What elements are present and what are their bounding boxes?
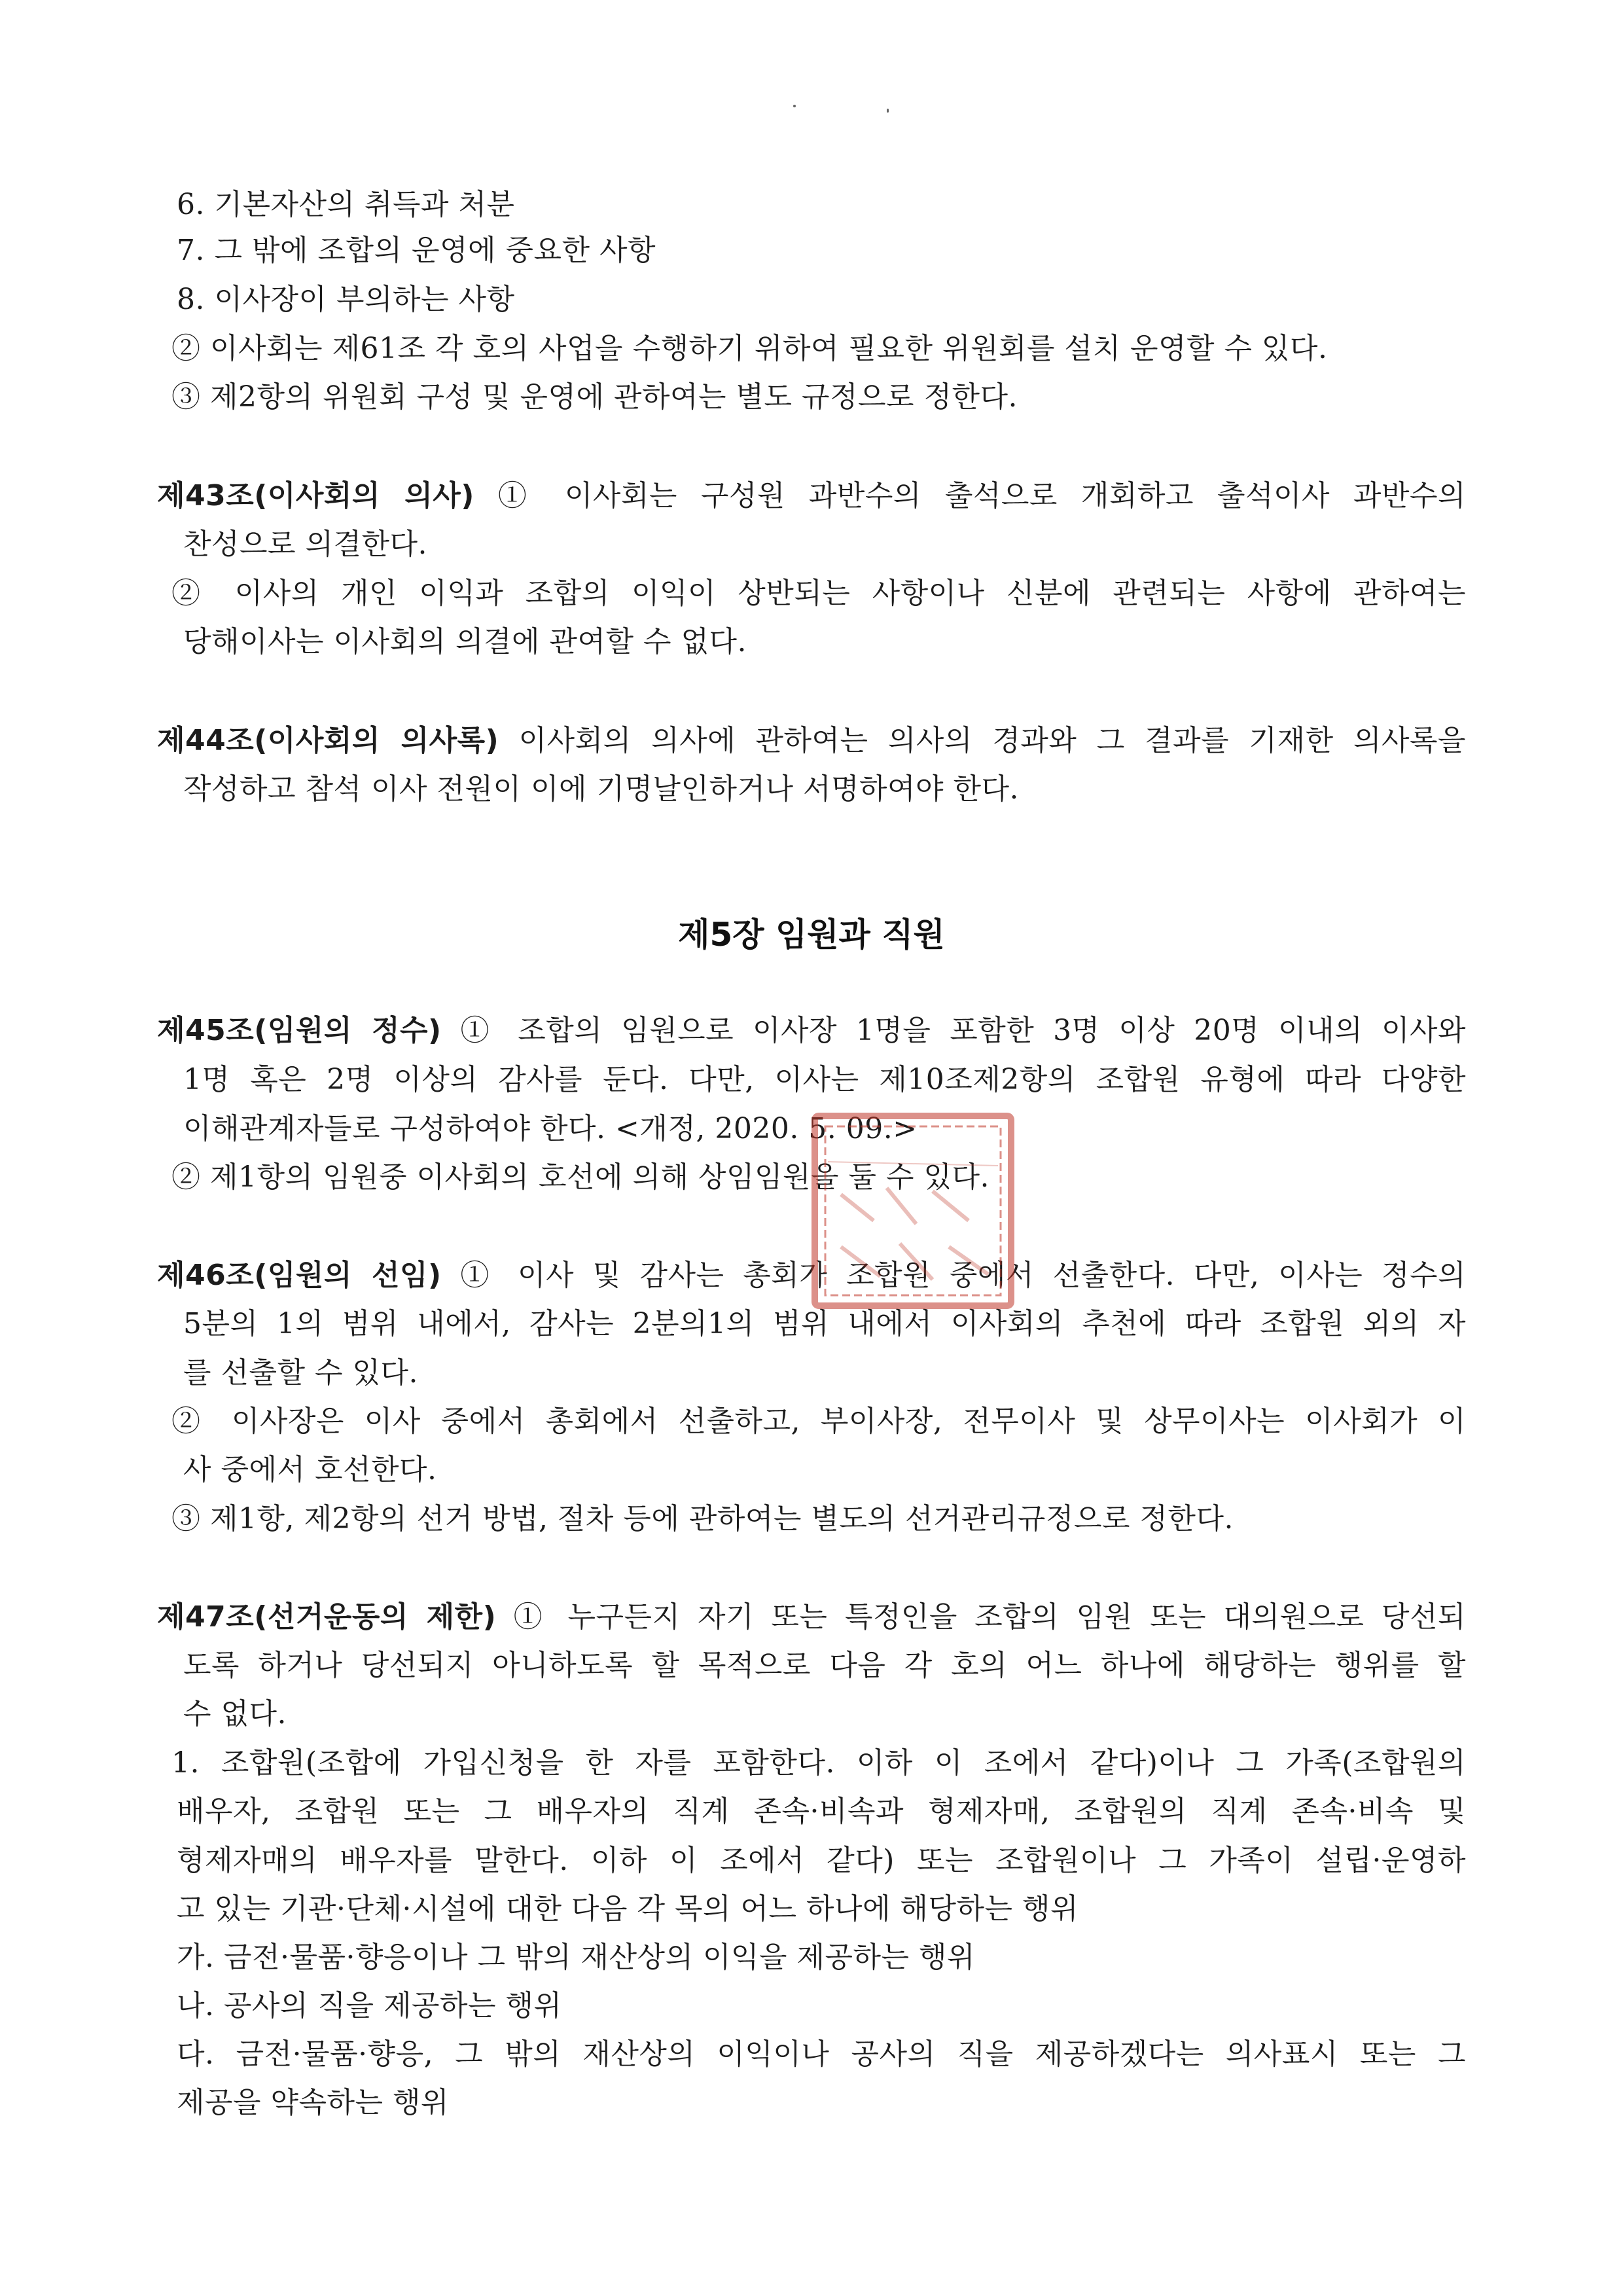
list-item-6: 6. 기본자산의 취득과 처분	[177, 188, 515, 221]
article-44-line-2: 작성하고 참석 이사 전원이 이에 기명날인하거나 서명하여야 한다.	[183, 772, 1019, 806]
article-42-para-3: ③ 제2항의 위원회 구성 및 운영에 관하여는 별도 규정으로 정한다.	[171, 380, 1018, 414]
article-47-text: ① 누구든지 자기 또는 특정인을 조합의 임원 또는 대의원으로 당선되	[513, 1600, 1466, 1634]
article-45-text: ① 조합의 임원으로 이사장 1명을 포함한 3명 이상 20명 이내의 이사와	[460, 1014, 1466, 1047]
article-46-line-3: 를 선출할 수 있다.	[183, 1356, 418, 1390]
article-47-item-1-line-1: 1. 조합원(조합에 가입신청을 한 자를 포함한다. 이하 이 조에서 같다)이나 그 가족(조합원의	[171, 1746, 1466, 1780]
article-46-para-2-line-2: 사 중에서 호선한다.	[183, 1453, 437, 1486]
article-45-line-2: 1명 혹은 2명 이상의 감사를 둔다. 다만, 이사는 제10조제2항의 조합원 유형에 따라 다양한	[183, 1063, 1466, 1096]
article-47-item-1-line-2: 배우자, 조합원 또는 그 배우자의 직계 존속·비속과 형제자매, 조합원의 직계 존속·비속 및	[177, 1795, 1466, 1828]
article-43-para-2-line-2: 당해이사는 이사회의 의결에 관여할 수 없다.	[183, 625, 747, 658]
article-47-first-line	[157, 1598, 1466, 1637]
article-42-para-2: ② 이사회는 제61조 각 호의 사업을 수행하기 위하여 필요한 위원회를 설치 운영할 수 있다.	[171, 332, 1328, 365]
article-45-line-3: 이해관계자들로 구성하여야 한다. <개정, 2020. 5. 09.>	[183, 1112, 918, 1145]
article-47-sub-da-line-1: 다. 금전·물품·향응, 그 밖의 재산상의 이익이나 공사의 직을 제공하겠다는 의사표시 또는 그	[177, 2037, 1466, 2071]
article-47-sub-ga: 가. 금전·물품·향응이나 그 밖의 재산상의 이익을 제공하는 행위	[177, 1941, 975, 1974]
article-46-text: ① 이사 및 감사는 총회가 조합원 중에서 선출한다. 다만, 이사는 정수의	[460, 1259, 1466, 1292]
article-47-line-3: 수 없다.	[183, 1697, 287, 1731]
article-46-para-2-line-1: ② 이사장은 이사 중에서 총회에서 선출하고, 부이사장, 전무이사 및 상무이사는 이사회가 이	[171, 1405, 1466, 1438]
article-47-item-1-line-4: 고 있는 기관·단체·시설에 대한 다음 각 목의 어느 하나에 해당하는 행위	[177, 1892, 1079, 1926]
article-43-first-line	[157, 476, 1466, 516]
article-43-text: ① 이사회는 구성원 과반수의 출석으로 개회하고 출석이사 과반수의	[497, 479, 1466, 512]
article-44-first-line	[157, 721, 1466, 761]
scan-speck	[887, 109, 889, 113]
article-45-heading: 제45조(임원의 정수)	[157, 1014, 442, 1047]
article-45-first-line	[157, 1011, 1466, 1050]
article-43-heading: 제43조(이사회의 의사)	[157, 479, 474, 512]
article-47-sub-na: 나. 공사의 직을 제공하는 행위	[177, 1989, 562, 2022]
list-item-8: 8. 이사장이 부의하는 사항	[177, 283, 515, 316]
scan-speck	[793, 105, 796, 107]
article-46-para-3: ③ 제1항, 제2항의 선거 방법, 절차 등에 관하여는 별도의 선거관리규정으로 정한다.	[171, 1502, 1234, 1535]
article-46-heading: 제46조(임원의 선임)	[157, 1259, 442, 1292]
chapter-title: 제5장 임원과 직원	[678, 916, 945, 954]
article-43-para-2-line-1: ② 이사의 개인 이익과 조합의 이익이 상반되는 사항이나 신분에 관련되는 사항에 관하여는	[171, 577, 1466, 610]
article-44-heading: 제44조(이사회의 의사록)	[157, 724, 499, 757]
article-47-item-1-line-3: 형제자매의 배우자를 말한다. 이하 이 조에서 같다) 또는 조합원이나 그 가족이 설립·운영하	[177, 1844, 1466, 1877]
article-47-line-2: 도록 하거나 당선되지 아니하도록 할 목적으로 다음 각 호의 어느 하나에 해당하는 행위를 할	[183, 1649, 1466, 1682]
article-47-sub-da-line-2: 제공을 약속하는 행위	[177, 2086, 450, 2119]
article-45-para-2: ② 제1항의 임원중 이사회의 호선에 의해 상임임원을 둘 수 있다.	[171, 1160, 990, 1194]
article-46-first-line	[157, 1256, 1466, 1295]
article-44-text: 이사회의 의사에 관하여는 의사의 경과와 그 결과를 기재한 의사록을	[518, 724, 1466, 757]
list-item-7: 7. 그 밖에 조합의 운영에 중요한 사항	[177, 234, 656, 267]
article-46-line-2: 5분의 1의 범위 내에서, 감사는 2분의1의 범위 내에서 이사회의 추천에 따라 조합원 외의 자	[183, 1307, 1466, 1340]
article-47-heading: 제47조(선거운동의 제한)	[157, 1600, 497, 1634]
article-43-line-2: 찬성으로 의결한다.	[183, 528, 428, 561]
